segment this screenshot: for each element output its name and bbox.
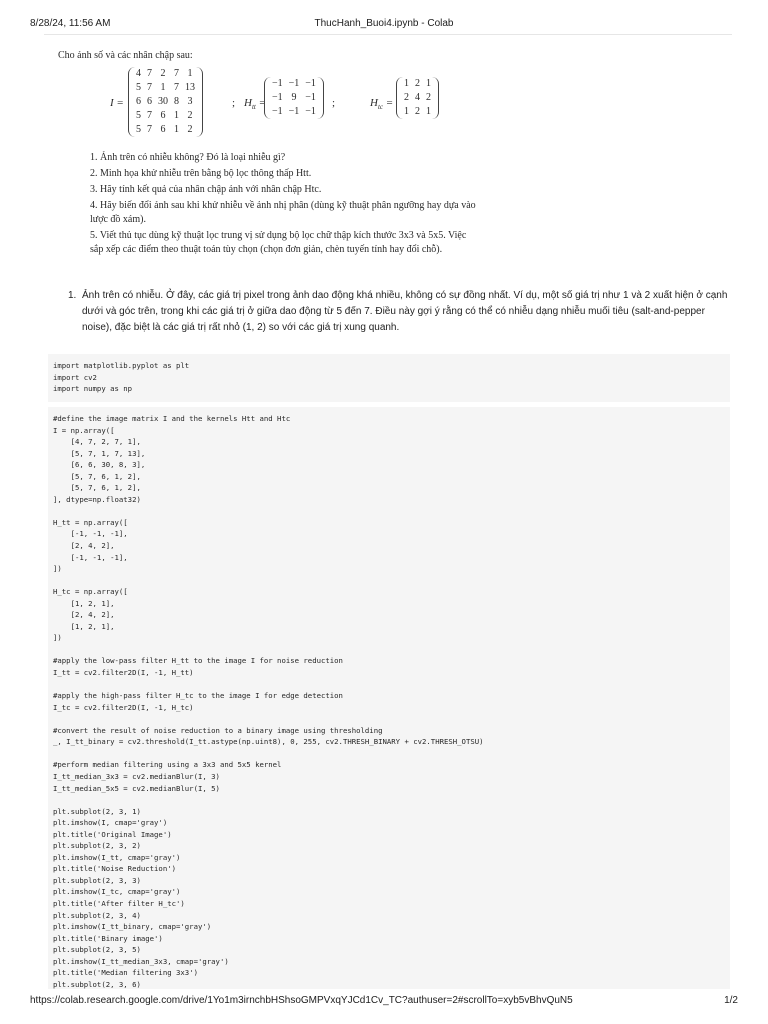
matrix-row bbox=[269, 105, 319, 119]
matrix-htc bbox=[396, 77, 439, 119]
matrix-cell: −1 bbox=[288, 106, 300, 117]
print-footer bbox=[30, 995, 738, 1006]
problem-intro: Cho ảnh số và các nhân chập sau: bbox=[58, 50, 193, 61]
answer-text-cell bbox=[68, 288, 728, 336]
matrix-cell: 1 bbox=[174, 124, 179, 135]
matrix-cell: 2 bbox=[404, 92, 409, 103]
answer-number: 1. bbox=[68, 290, 77, 301]
matrix-cell: 6 bbox=[160, 110, 166, 121]
matrix-cell: 4 bbox=[415, 92, 420, 103]
matrix-cell: 2 bbox=[187, 124, 193, 135]
header-divider bbox=[44, 34, 732, 35]
matrix-cell: 2 bbox=[415, 78, 420, 89]
matrix-cell: 30 bbox=[158, 96, 168, 107]
matrix-cell: −1 bbox=[272, 92, 283, 103]
matrix-cell: 2 bbox=[187, 110, 193, 121]
matrix-cell: 4 bbox=[136, 68, 141, 79]
matrix-cell: 1 bbox=[160, 82, 166, 93]
page-title: ThucHanh_Buoi4.ipynb - Colab bbox=[314, 18, 454, 29]
matrix-cell: 1 bbox=[174, 110, 179, 121]
matrix-cell: 8 bbox=[174, 96, 179, 107]
question-item: 1. Ảnh trên có nhiễu không? Đó là loại nhiễu gì? bbox=[90, 152, 286, 163]
matrix-i bbox=[128, 67, 203, 137]
separator: ; bbox=[332, 97, 336, 109]
matrix-row bbox=[401, 77, 434, 91]
matrix-cell: −1 bbox=[288, 78, 300, 89]
matrix-cell: 1 bbox=[426, 78, 431, 89]
matrix-cell: 7 bbox=[174, 82, 179, 93]
question-list bbox=[58, 151, 478, 257]
page-number: 1/2 bbox=[724, 995, 738, 1006]
matrix-cell: 1 bbox=[187, 68, 193, 79]
matrix-cell: −1 bbox=[305, 92, 316, 103]
matrix-row bbox=[133, 67, 198, 81]
question-item: 3. Hãy tính kết quả của nhân chập ảnh với nhân chập Htc. bbox=[90, 184, 322, 195]
matrix-htc-label: $H_{tc}$ = bbox=[370, 97, 394, 112]
matrix-cell: 7 bbox=[147, 124, 152, 135]
matrix-row bbox=[269, 91, 319, 105]
code-content: import matplotlib.pyplot as plt import cv2 import numpy as np bbox=[53, 361, 190, 394]
page-url: https://colab.research.google.com/drive/1Yo1m3irnchbHShsoGMPVxqYJCd1Cv_TC?authuser=2#scrollTo=xyb5vBhvQuN5 bbox=[30, 995, 573, 1006]
print-datetime: 8/28/24, 11:56 AM bbox=[30, 18, 111, 29]
matrix-cell: 1 bbox=[404, 78, 409, 89]
matrix-cell: 1 bbox=[426, 106, 431, 117]
matrix-cell: 2 bbox=[160, 68, 166, 79]
matrix-cell: −1 bbox=[305, 106, 316, 117]
matrix-cell: 5 bbox=[136, 110, 141, 121]
matrix-row bbox=[133, 123, 198, 137]
code-cell-imports[interactable] bbox=[48, 354, 730, 402]
matrix-cell: 6 bbox=[160, 124, 166, 135]
separator: ; bbox=[232, 97, 236, 109]
matrix-htt bbox=[264, 77, 324, 119]
matrix-row bbox=[401, 105, 434, 119]
question-item: 2. Minh họa khử nhiễu trên bằng bộ lọc thông thấp Htt. bbox=[90, 168, 312, 179]
matrix-i-label: I = bbox=[110, 97, 124, 109]
matrix-cell: 7 bbox=[147, 68, 152, 79]
matrix-cell: 7 bbox=[174, 68, 179, 79]
question-item: 5. Viết thủ tục dùng kỹ thuật lọc trung vị sử dụng bộ lọc chữ thập kích thước 3x3 và 5x5. Việc sắp xếp các điểm theo thuật toán tùy chọn (chọn đơn giản, chèn tuyến tính hay đổi chỗ). bbox=[90, 230, 467, 255]
problem-statement-image bbox=[58, 50, 478, 259]
code-content: #define the image matrix I and the kernels Htt and Htc I = np.array([ [4, 7, 2, 7, 1], [5, 7, 1, 7, 13], [6, 6, 30, 8, 3], [5, 7, 6, 1, 2], [5, 7, 6, 1, 2], ], dtype=np.float32) H_tt = np.array([ [-1, -1, -1], [2, 4, 2], [-1, -1, -1], ]) H_tc = np.array([ [1, 2, 1], [2, 4, 2], [1, 2, 1], ]) #apply the low-pass filter H_tt to the image I for noise reduction I_tt = cv2.filter2D(I, -1, H_tt) #apply the high-pass filter H_tc to the image I for edge detection I_tc = cv2.filter2D(I, -1, H_tc) #convert the result of noise reduction to a binary image using thresholding _, I_tt_binary = cv2.threshold(I_tt.astype(np.uint8), 0, 255, cv2.THRESH_BINARY + cv2.THRESH_OTSU) #perform median filtering using a 3x3 and 5x5 kernel I_tt_median_3x3 = cv2.medianBlur(I, 3) I_tt_median_5x5 = cv2.medianBlur(I, 5) plt.subplot(2, 3, 1) plt.imshow(I, cmap='gray') plt.title('Original Image') plt.subplot(2, 3, 2) plt.imshow(I_tt, cmap='gray') plt.title('Noise Reduction') plt.subplot(2, 3, 3) plt.imshow(I_tc, cmap='gray') plt.title('After filter H_tc') plt.subplot(2, 3, 4) plt.imshow(I_tt_binary, cmap='gray') plt.title('Binary image') plt.subplot(2, 3, 5) plt.imshow(I_tt_median_3x3, cmap='gray') plt.title('Median filtering 3x3') plt.subplot(2, 3, 6) bbox=[53, 414, 484, 989]
matrix-cell: 9 bbox=[291, 92, 297, 103]
matrix-cell: 13 bbox=[185, 82, 195, 93]
matrix-row bbox=[269, 77, 319, 91]
matrix-htt-label: $H_{tt}$ = bbox=[244, 97, 267, 112]
matrix-cell: 7 bbox=[147, 110, 152, 121]
matrix-cell: −1 bbox=[272, 106, 283, 117]
matrix-row bbox=[401, 91, 434, 105]
matrix-cell: 3 bbox=[187, 96, 193, 107]
matrix-cell: −1 bbox=[272, 78, 283, 89]
matrix-cell: −1 bbox=[305, 78, 316, 89]
matrix-row bbox=[133, 81, 198, 95]
matrix-cell: 7 bbox=[147, 82, 152, 93]
matrix-row bbox=[133, 95, 198, 109]
code-cell-main[interactable] bbox=[48, 407, 730, 989]
question-item: 4. Hãy biến đổi ảnh sau khi khử nhiễu về ảnh nhị phân (dùng kỹ thuật phân ngưỡng hay dựa vào lược đồ xám). bbox=[90, 200, 476, 225]
matrix-cell: 6 bbox=[147, 96, 152, 107]
matrix-cell: 2 bbox=[426, 92, 431, 103]
answer-paragraph: Ảnh trên có nhiễu. Ở đây, các giá trị pixel trong ảnh dao động khá nhiều, không có sự đồng nhất. Ví dụ, một số giá trị như 1 và 2 xuất hiện ở cạnh dưới và góc trên, trong khi các giá trị ở giữa dao động từ 5 đến 7. Điều này gợi ý rằng có thể có nhiễu dạng nhiễu muối tiêu (salt-and-pepper noise), đặc biệt là các giá trị rất nhỏ (1, 2) so với các giá trị xung quanh. bbox=[82, 290, 728, 333]
matrix-cell: 6 bbox=[136, 96, 141, 107]
matrix-cell: 2 bbox=[415, 106, 420, 117]
matrix-cell: 1 bbox=[404, 106, 409, 117]
matrix-row bbox=[133, 109, 198, 123]
print-header bbox=[30, 14, 738, 32]
matrix-cell: 5 bbox=[136, 124, 141, 135]
matrix-equations bbox=[58, 67, 478, 145]
matrix-cell: 5 bbox=[136, 82, 141, 93]
